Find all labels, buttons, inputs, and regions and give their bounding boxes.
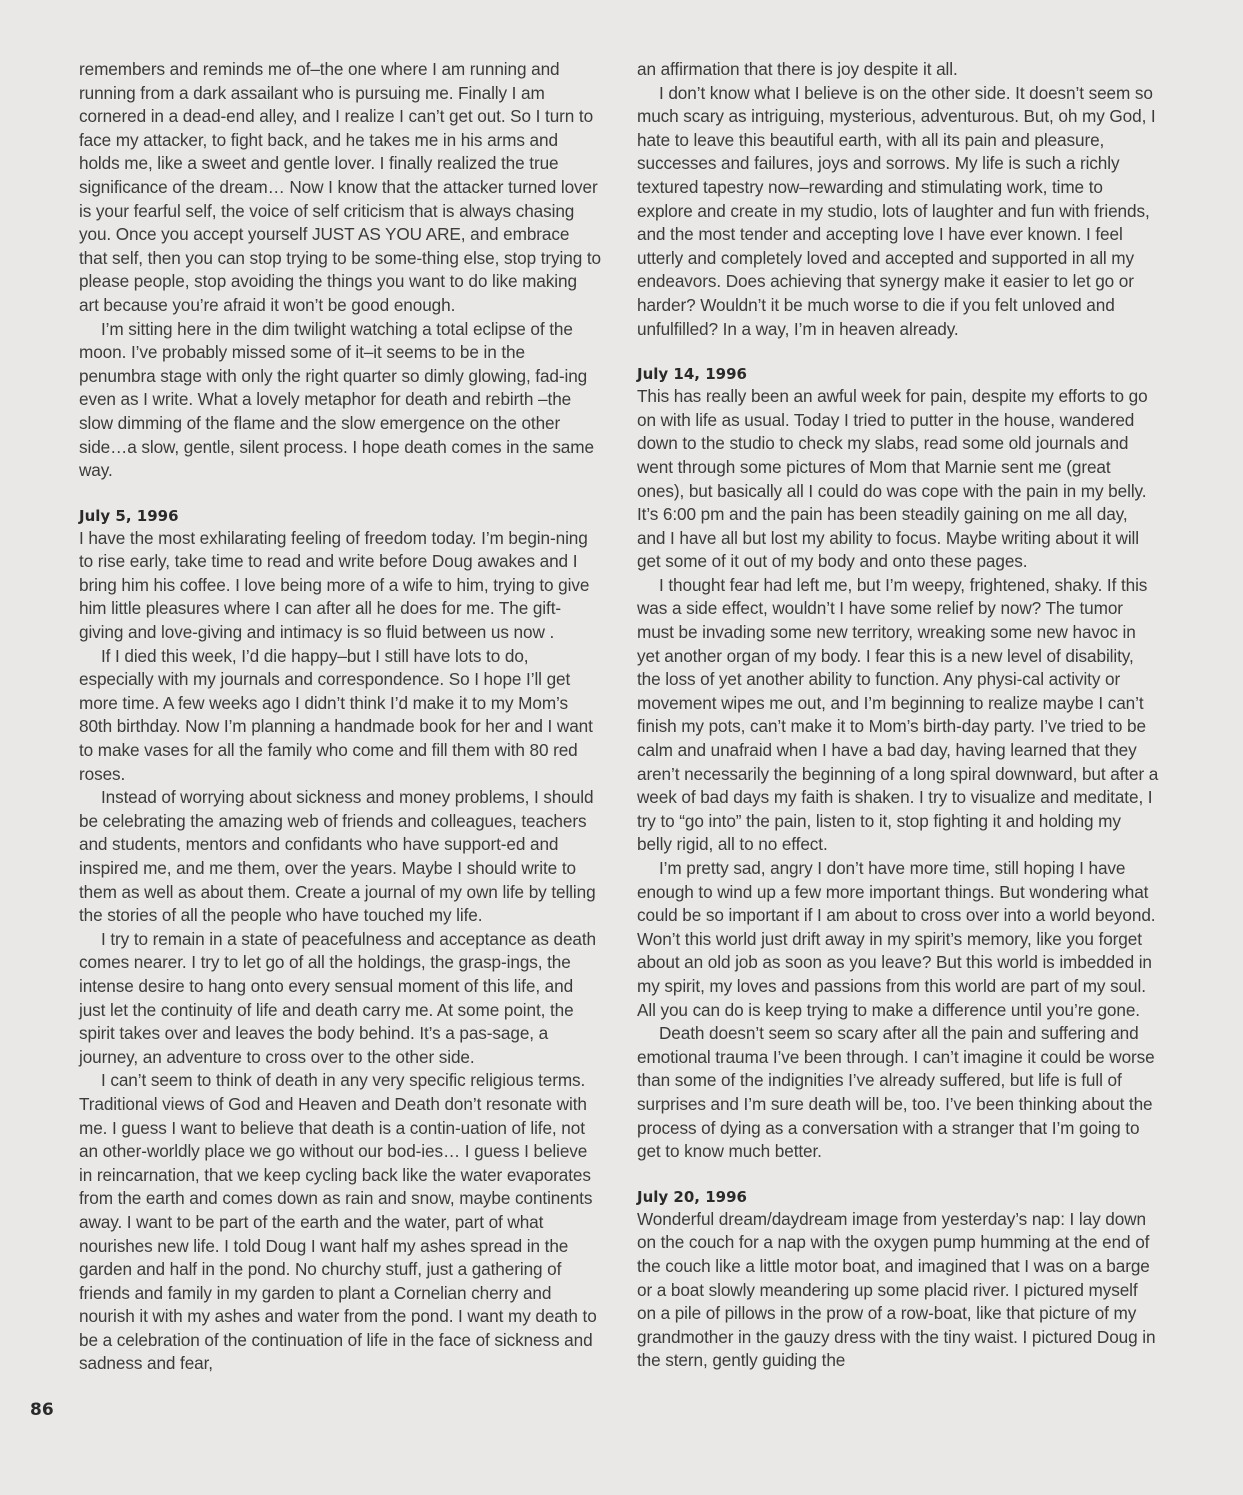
paragraph: I don’t know what I believe is on the other side. It doesn’t seem so much scary as intriguing, mysterious, adventurous. But, oh my God, I hate to leave this beautiful earth, with all its pain and pleasure, successes and failures, joys and sorrows. My life is such a richly textured tapestry now–rewarding and stimulating work, time to explore and create in my studio, lots of laughter and fun with friends, and the most tender and accepting love I have ever known. I feel utterly and completely loved and accepted and supported in all my endeavors. Does achieving that synergy make it easier to let go or harder? Wouldn’t it be much worse to die if you felt unloved and unfulfilled? In a way, I’m in heaven already. bbox=[637, 82, 1156, 339]
paragraph: I have the most exhilarating feeling of freedom today. I’m begin-ning to rise early, take time to read and write before Doug awakes and I bring him his coffee. I love being more of a wife to him, trying to give him little pleasures where I can after all he does for me. The gift-giving and love-giving and intimacy is so fluid between us now . bbox=[79, 527, 590, 643]
paragraph: This has really been an awful week for pain, despite my efforts to go on with life as usual. Today I tried to putter in the house, wandered down to the studio to check my slabs, read some old journals and went through some pictures of Mom that Marnie sent me (great ones), but basically all I could do was cope with the pain in my belly. It’s 6:00 pm and the pain has been steadily gaining on me all day, and I have all but lost my ability to focus. Maybe writing about it will get some of it out of my body and onto these pages. bbox=[637, 386, 1148, 572]
paragraph: Instead of worrying about sickness and money problems, I should be celebrating the amazing web of friends and colleagues, teachers and students, mentors and confidants who have support-ed and inspired me, and me them, over the years. Maybe I should write to them as well as about them. Create a journal of my own life by telling the stories of all the people who have touched my life. bbox=[79, 787, 596, 926]
paragraph: an affirmation that there is joy despite it all. bbox=[637, 59, 958, 79]
page-number: 86 bbox=[30, 1400, 54, 1420]
left-column bbox=[79, 58, 601, 1376]
paragraph: Wonderful dream/daydream image from yesterday’s nap: I lay down on the couch for a nap with the oxygen pump humming at the end of the couch like a little motor boat, and imagined that I was on a barge or a boat slowly meandering up some placid river. I pictured myself on a pile of pillows in the prow of a row-boat, like that picture of my grandmother in the gauzy dress with the tiny waist. I pictured Doug in the stern, gently guiding the bbox=[637, 1208, 1156, 1371]
paragraph: If I died this week, I’d die happy–but I still have lots to do, especially with my journals and correspondence. So I hope I’ll get more time. A few weeks ago I didn’t think I’d make it to my Mom’s 80th birthday. Now I’m planning a handmade book for her and I want to make vases for all the family who come and fill them with 80 red roses. bbox=[79, 645, 593, 784]
paragraph: remembers and reminds me of–the one where I am running and running from a dark assailant who is pursuing me. Finally I am cornered in a dead-end alley, and I realize I can’t get out. So I turn to face my attacker, to fight back, and he takes me in his arms and holds me, like a sweet and gentle lover. I finally realized the true significance of the dream… Now I know that the attacker turned lover is your fearful self, the voice of self criticism that is always chasing you. Once you accept yourself JUST AS YOU ARE, and embrace that self, then you can stop trying to be some-thing else, stop trying to please people, stop avoiding the things you want to do like making art because you’re afraid it won’t be good enough. bbox=[79, 59, 601, 315]
paragraph: I can’t seem to think of death in any very specific religious terms. Traditional views of God and Heaven and Death don’t resonate with me. I guess I want to believe that death is a contin-uation of life, not an other-worldly place we go without our bod-ies… I guess I believe in reincarnation, that we keep cycling back like the water evaporates from the earth and comes down as rain and snow, maybe continents away. I want to be part of the earth and the water, part of what nourishes new life. I told Doug I want half my ashes spread in the garden and half in the pond. No churchy stuff, just a gathering of friends and family in my garden to plant a Cornelian cherry and nourish it with my ashes and water from the pond. I want my death to be a celebration of the continuation of life in the face of sickness and sadness and fear, bbox=[79, 1070, 597, 1374]
paragraph: I thought fear had left me, but I’m weepy, frightened, shaky. If this was a side effect, wouldn’t I have some relief by now? The tumor must be invading some new territory, wreaking some new havoc in yet another organ of my body. I fear this is a new level of disability, the loss of yet another ability to function. Any physi-cal activity or movement wipes me out, and I’m beginning to realize maybe I can’t finish my pots, can’t make it to Mom’s birth-day party. I’ve tried to be calm and unafraid when I have a bad day, having learned that they aren’t necessarily the beginning of a long spiral downward, but after a week of bad days my faith is shaken. I try to visualize and meditate, I try to “go into” the pain, listen to it, stop fighting it and holding my belly rigid, all to no effect. bbox=[637, 574, 1159, 855]
journal-date-heading: July 14, 1996 bbox=[637, 365, 747, 384]
paragraph: I’m pretty sad, angry I don’t have more time, still hoping I have enough to wind up a few more important things. But wondering what could be so important if I am about to cross over into a world beyond. Won’t this world just drift away in my spirit’s memory, like you forget about an old job as soon as you leave? But this world is imbedded in my spirit, my loves and passions from this world are part of my soul. All you can do is keep trying to make a difference until you’re gone. bbox=[637, 858, 1156, 1020]
right-column bbox=[637, 58, 1159, 1373]
paragraph: I’m sitting here in the dim twilight watching a total eclipse of the moon. I’ve probably missed some of it–it seems to be in the penumbra stage with only the right quarter so dimly glowing, fad-ing even as I write. What a lovely metaphor for death and rebirth –the slow dimming of the flame and the slow emergence on the other side…a slow, gentle, silent process. I hope death comes in the same way. bbox=[79, 318, 594, 481]
paragraph: Death doesn’t seem so scary after all the pain and suffering and emotional trauma I’ve been through. I can’t imagine it could be worse than some of the indignities I’ve already suffered, but life is full of surprises and I’m sure death will be, too. I’ve been thinking about the process of dying as a conversation with a stranger that I’m going to get to know much better. bbox=[637, 1023, 1155, 1162]
paragraph: I try to remain in a state of peacefulness and acceptance as death comes nearer. I try to let go of all the holdings, the grasp-ings, the intense desire to hang onto every sensual moment of this life, and just let the continuity of life and death carry me. At some point, the spirit takes over and leaves the body behind. It’s a pas-sage, a journey, an adventure to cross over to the other side. bbox=[79, 928, 597, 1067]
journal-date-heading: July 20, 1996 bbox=[637, 1187, 747, 1206]
journal-date-heading: July 5, 1996 bbox=[79, 506, 179, 525]
